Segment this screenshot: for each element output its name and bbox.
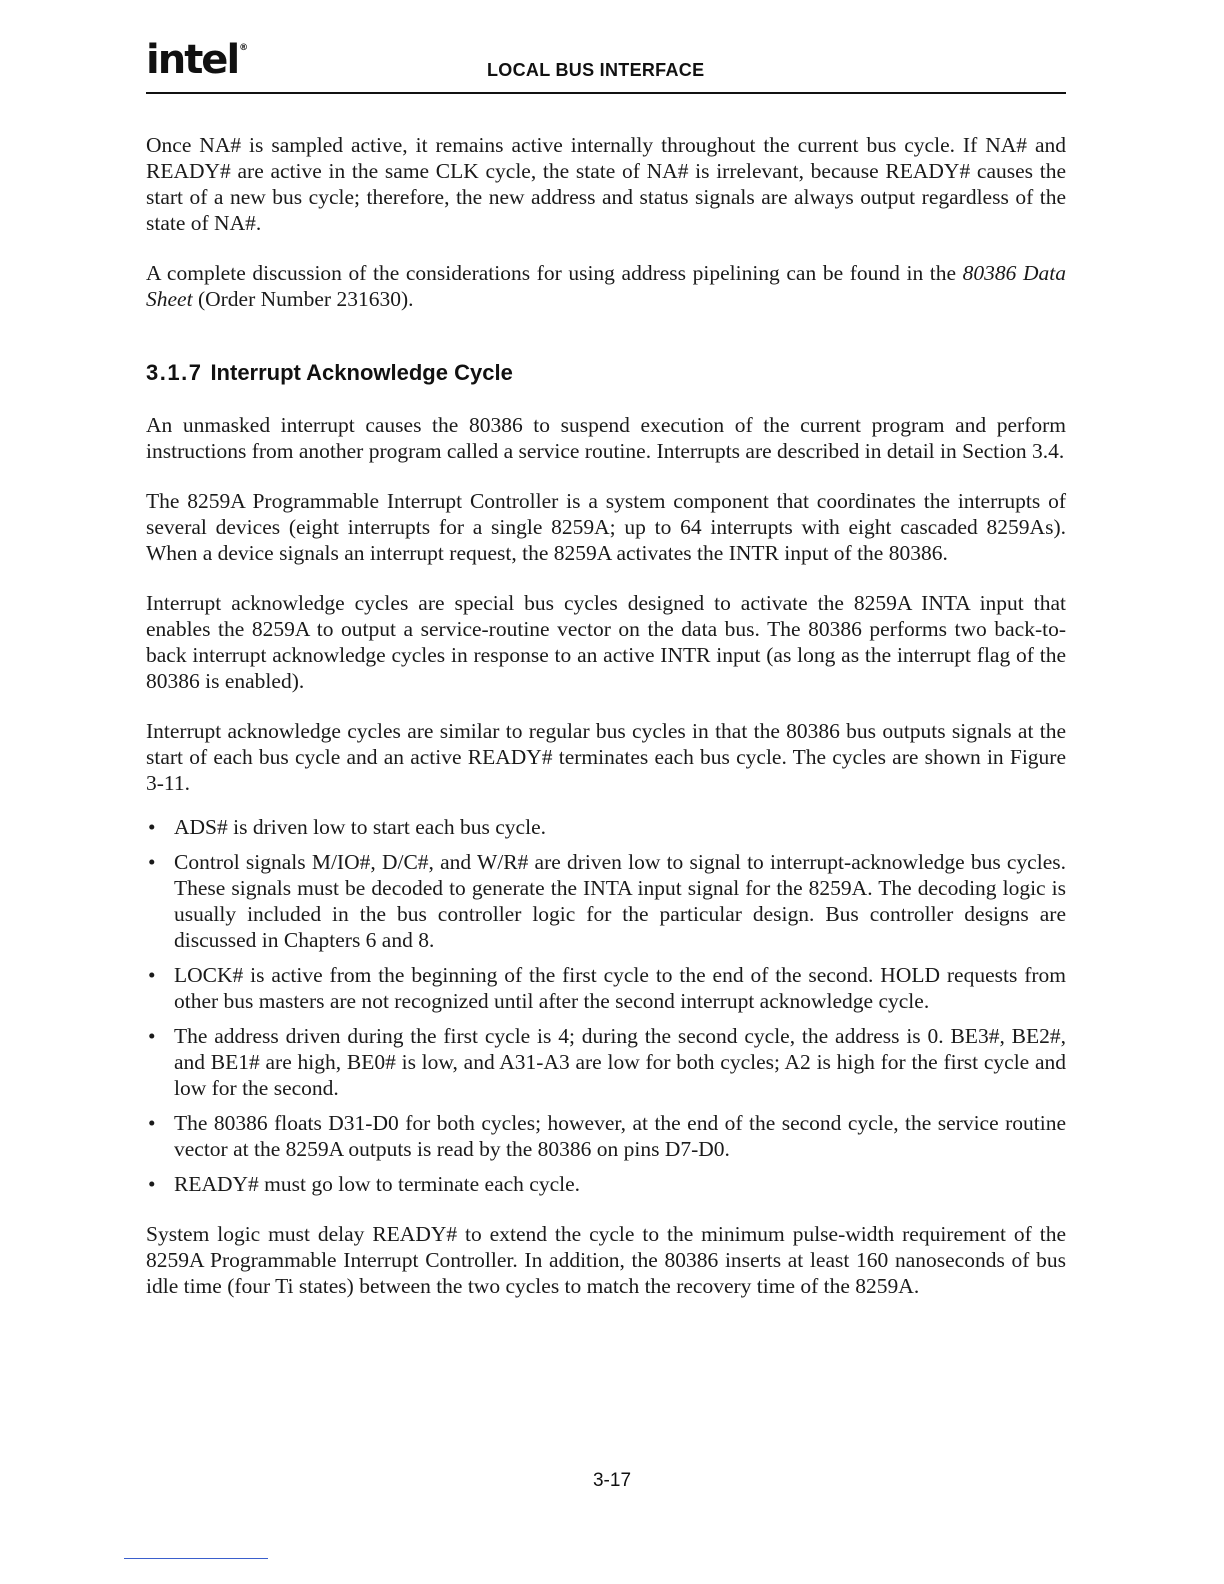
bullet-marker: • — [148, 963, 156, 987]
page-number: 3-17 — [592, 1470, 632, 1491]
bullet-item — [146, 1110, 1066, 1162]
data-sheet-title: 80386 Data Sheet — [146, 261, 1067, 311]
footer-rule — [124, 1558, 268, 1559]
bullet-list — [146, 814, 1066, 1197]
section-number: 3.1.7 — [146, 360, 203, 385]
bullet-text: Control signals M/IO#, D/C#, and W/R# are driven low to signal to interrupt-acknowledge bus cycles. These signals must be decoded to generate the INTA input signal for the 8259A. The decoding logic is usually included in the bus controller logic for the particular design. Bus controller designs are discussed in Chapters 6 and 8. — [174, 850, 1066, 952]
bullet-marker: • — [148, 1172, 156, 1196]
body-paragraph: Interrupt acknowledge cycles are special bus cycles designed to activate the 8259A INTA input that enables the 8259A to output a service-routine vector on the data bus. The 80386 performs two back-to-back interrupt acknowledge cycles in response to an active INTR input (as long as the interrupt flag of the 80386 is enabled). — [146, 591, 1066, 693]
section-heading — [146, 360, 1066, 386]
closing-paragraph: System logic must delay READY# to extend the cycle to the minimum pulse-width requirement of the 8259A Programmable Interrupt Controller. In addition, the 80386 inserts at least 160 nanoseconds of bus idle time (four Ti states) between the two cycles to match the recovery time of the 8259A. — [146, 1222, 1066, 1298]
bullet-text: READY# must go low to terminate each cycle. — [174, 1172, 581, 1196]
body-paragraph: The 8259A Programmable Interrupt Controller is a system component that coordinates the interrupts of several devices (eight interrupts for a single 8259A; up to 64 interrupts with eight cascaded 8259As). When a device signals an interrupt request, the 8259A activates the INTR input of the 80386. — [146, 489, 1066, 565]
bullet-item — [146, 962, 1066, 1014]
header-rule — [146, 92, 1066, 94]
bullet-item — [146, 814, 1066, 840]
bullet-marker: • — [148, 1024, 156, 1048]
bullet-item — [146, 1023, 1066, 1101]
bullet-item — [146, 1171, 1066, 1197]
bullet-text: The 80386 floats D31-D0 for both cycles; however, at the end of the second cycle, the service routine vector at the 8259A outputs is read by the 80386 on pins D7-D0. — [174, 1111, 1066, 1161]
bullet-marker: • — [148, 850, 156, 874]
logo-wordmark: intel — [146, 37, 239, 83]
bullet-text: The address driven during the first cycle is 4; during the second cycle, the address is 0. BE3#, BE2#, and BE1# are high, BE0# is low, and A31-A3 are low for both cycles; A2 is high for the first cycle and low for the second. — [174, 1024, 1066, 1100]
body-paragraph: Interrupt acknowledge cycles are similar to regular bus cycles in that the 80386 bus outputs signals at the start of each bus cycle and an active READY# terminates each bus cycle. The cycles are shown in Figure 3-11. — [146, 719, 1066, 795]
running-head: LOCAL BUS INTERFACE — [487, 60, 705, 80]
page-body — [146, 132, 1066, 1323]
intro-paragraph-2 — [146, 260, 1066, 312]
intro-text-prefix: A complete discussion of the considerations for using address pipelining can be found in the — [146, 261, 963, 285]
body-paragraph: An unmasked interrupt causes the 80386 to suspend execution of the current program and perform instructions from another program called a service routine. Interrupts are described in detail in Section 3.4. — [146, 413, 1066, 463]
bullet-item — [146, 849, 1066, 953]
section-title: Interrupt Acknowledge Cycle — [210, 360, 513, 385]
bullet-marker: • — [148, 1111, 156, 1135]
intel-logo — [146, 37, 249, 83]
intro-paragraph-1: Once NA# is sampled active, it remains active internally throughout the current bus cycle. If NA# and READY# are active in the same CLK cycle, the state of NA# is irrelevant, because READY# causes the start of a new bus cycle; therefore, the new address and status signals are always output regardless of the state of NA#. — [146, 133, 1066, 235]
bullet-text: LOCK# is active from the beginning of the first cycle to the end of the second. HOLD requests from other bus masters are not recognized until after the second interrupt acknowledge cycle. — [174, 963, 1066, 1013]
bullet-marker: • — [148, 815, 156, 839]
registered-mark: ® — [239, 43, 249, 53]
bullet-text: ADS# is driven low to start each bus cycle. — [174, 815, 546, 839]
intro-text-suffix: (Order Number 231630). — [192, 287, 414, 311]
